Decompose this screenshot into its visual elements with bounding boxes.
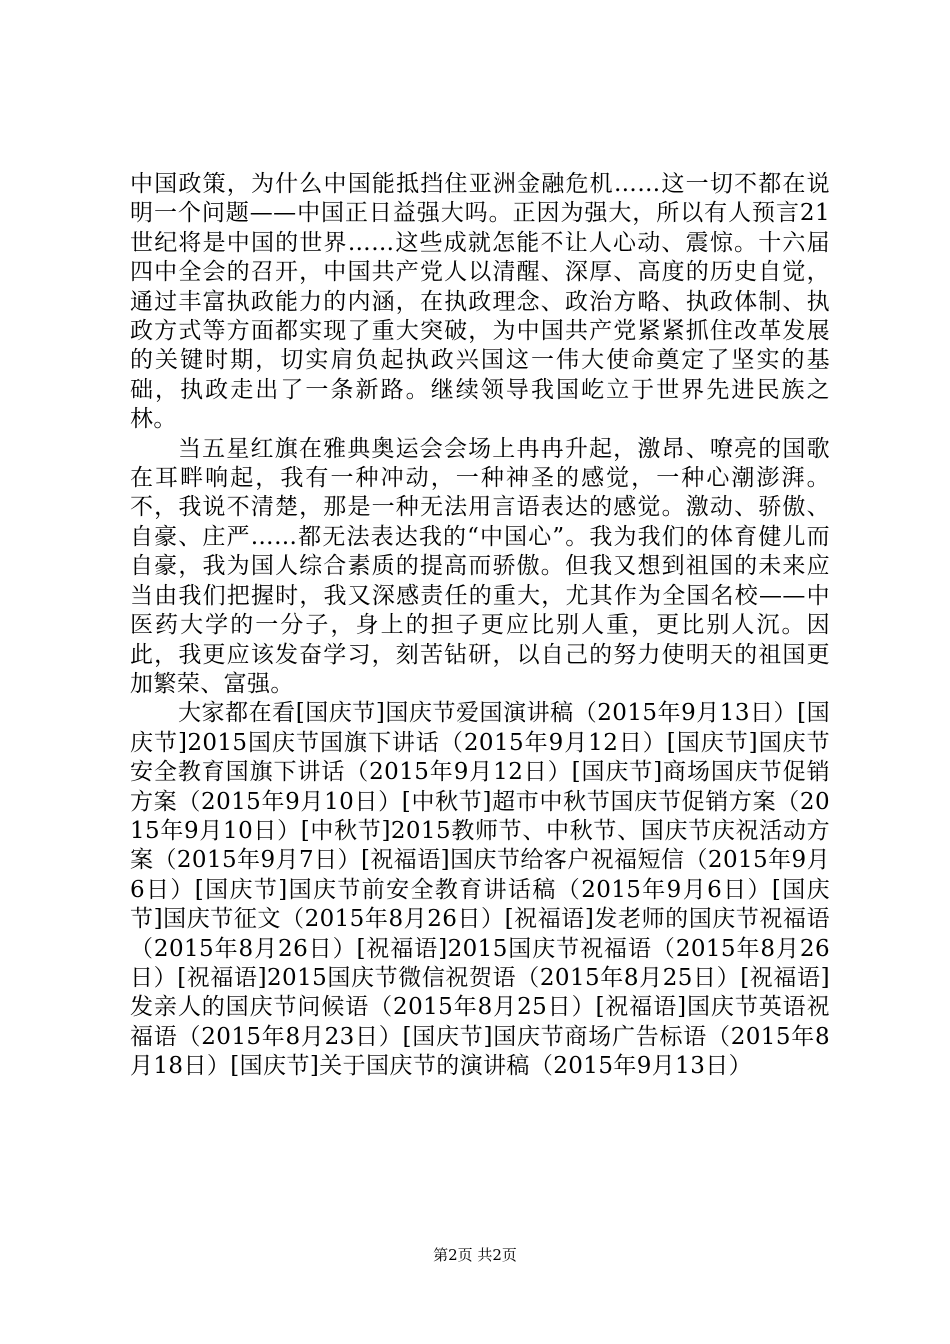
- paragraph-continuation: 中国政策，为什么中国能抵挡住亚洲金融危机……这一切不都在说明一个问题——中国正日益强大吗。正因为强大，所以有人预言21世纪将是中国的世界……这些成就怎能不让人心动、震惊。十六届四中全会的召开，中国共产党人以清醒、深厚、高度的历史自觉，通过丰富执政能力的内涵，在执政理念、政治方略、执政体制、执政方式等方面都实现了重大突破，为中国共产党紧紧抓住改革发展的关键时期，切实肩负起执政兴国这一伟大使命奠定了坚实的基础，执政走出了一条新路。继续领导我国屹立于世界先进民族之林。: [130, 171, 830, 433]
- page-footer: 第2页 共2页: [433, 1246, 517, 1264]
- document-body: [130, 170, 830, 1082]
- paragraph-flag-raising: 当五星红旗在雅典奥运会会场上冉冉升起，激昂、嘹亮的国歌在耳畔响起，我有一种冲动，一种神圣的感觉，一种心潮澎湃。不，我说不清楚，那是一种无法用言语表达的感觉。激动、骄傲、自豪、庄严……都无法表达我的“中国心”。我为我们的体育健儿而自豪，我为国人综合素质的提高而骄傲。但我又想到祖国的未来应当由我们把握时，我又深感责任的重大，尤其作为全国名校——中医药大学的一分子，身上的担子更应比别人重，更比别人沉。因此，我更应该发奋学习，刻苦钻研，以自己的努力使明天的祖国更加繁荣、富强。: [130, 435, 830, 697]
- paragraph-related-articles: 大家都在看[国庆节]国庆节爱国演讲稿（2015年9月13日）[国庆节]2015国庆节国旗下讲话（2015年9月12日）[国庆节]国庆节安全教育国旗下讲话（2015年9月12日）[国庆节]商场国庆节促销方案（2015年9月10日）[中秋节]超市中秋节国庆节促销方案（2015年9月10日）[中秋节]2015教师节、中秋节、国庆节庆祝活动方案（2015年9月7日）[祝福语]国庆节给客户祝福短信（2015年9月6日）[国庆节]国庆节前安全教育讲话稿（2015年9月6日）[国庆节]国庆节征文（2015年8月26日）[祝福语]发老师的国庆节祝福语（2015年8月26日）[祝福语]2015国庆节祝福语（2015年8月26日）[祝福语]2015国庆节微信祝贺语（2015年8月25日）[祝福语]发亲人的国庆节问候语（2015年8月25日）[祝福语]国庆节英语祝福语（2015年8月23日）[国庆节]国庆节商场广告标语（2015年8月18日）[国庆节]关于国庆节的演讲稿（2015年9月13日）: [130, 700, 830, 1080]
